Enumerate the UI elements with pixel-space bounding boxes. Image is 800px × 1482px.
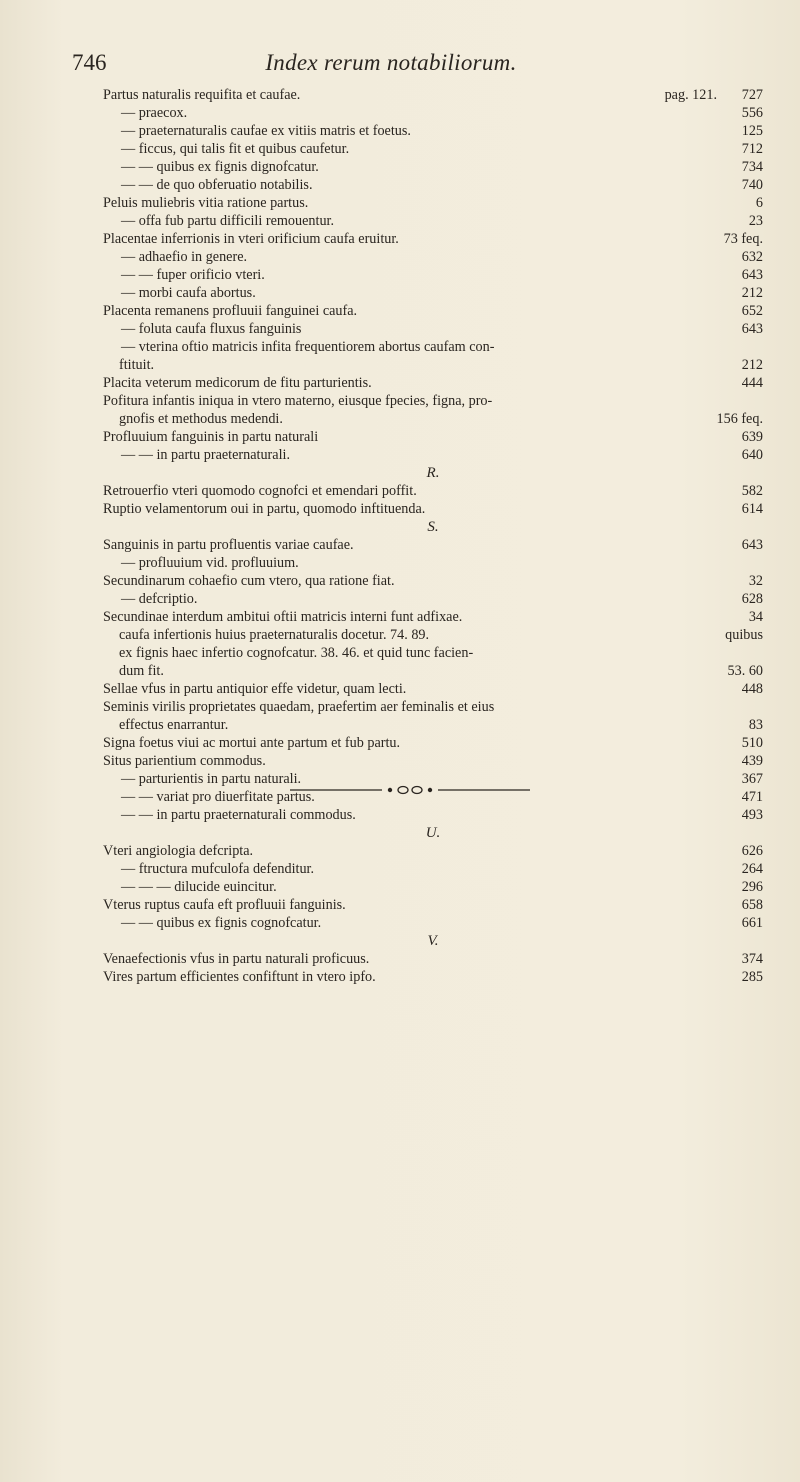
- page-number: 746: [72, 50, 107, 75]
- index-entry: [103, 122, 763, 140]
- index-entry: [103, 734, 763, 752]
- section-letter: U.: [425, 825, 441, 841]
- entry-page-ref: 34: [748, 609, 763, 625]
- entry-page-ref: 643: [741, 321, 763, 337]
- entry-text: — defcriptio.: [121, 591, 198, 607]
- index-entry: [103, 896, 763, 914]
- section-letter: V.: [427, 933, 439, 949]
- entry-page-ref: 444: [741, 375, 763, 391]
- entry-text: Partus naturalis requifita et caufae.: [103, 87, 301, 103]
- index-entry: [103, 914, 763, 932]
- entry-text: Venaefectionis vfus in partu naturali proficuus.: [103, 951, 370, 967]
- entry-text: Sanguinis in partu profluentis variae caufae.: [103, 537, 354, 553]
- entry-text: Seminis virilis proprietates quaedam, praefertim aer feminalis et eius: [103, 699, 495, 715]
- entry-page-ref: 510: [741, 735, 763, 751]
- entry-text: — vterina oftio matricis infita frequentiorem abortus caufam con-: [121, 339, 495, 355]
- index-entry: [103, 536, 763, 554]
- entry-text: Secundinarum cohaefio cum vtero, qua ratione fiat.: [103, 573, 395, 589]
- index-entry: [103, 950, 763, 968]
- entry-text: ex fignis haec infertio cognofcatur. 38. 46. et quid tunc facien-: [119, 645, 474, 661]
- entry-page-ref: 632: [741, 249, 763, 265]
- index-entry: [103, 428, 763, 446]
- index-entry: [103, 140, 763, 158]
- index-entry: [103, 590, 763, 608]
- entry-page-ref: 640: [741, 447, 763, 463]
- entry-text: — ficcus, qui talis fit et quibus caufetur.: [121, 141, 350, 157]
- entry-text: Secundinae interdum ambitui oftii matricis interni funt adfixae.: [103, 609, 463, 625]
- entry-text: Sellae vfus in partu antiquior effe videtur, quam lecti.: [103, 681, 407, 697]
- entry-page-ref: 156 feq.: [716, 411, 763, 427]
- entry-text: — — quibus ex fignis cognofcatur.: [121, 915, 322, 931]
- entry-page-ref: 628: [741, 591, 763, 607]
- index-entry: [103, 410, 763, 428]
- entry-page-ref: 556: [741, 105, 763, 121]
- entry-text: Vterus ruptus caufa eft profluuii fanguinis.: [103, 897, 346, 913]
- index-entry: [103, 374, 763, 392]
- index-entry: [103, 356, 763, 374]
- section-letter: S.: [427, 519, 439, 535]
- entry-page-ref: 296: [741, 879, 763, 895]
- entry-page-ref: 125: [741, 123, 763, 139]
- index-entry: [103, 698, 763, 716]
- index-entry: [103, 284, 763, 302]
- end-ornament: [290, 784, 530, 796]
- entry-page-ref: 448: [741, 681, 763, 697]
- entry-text: — parturientis in partu naturali.: [121, 771, 302, 787]
- index-entry: [103, 158, 763, 176]
- entry-text: Placentae inferrionis in vteri orificium caufa eruitur.: [103, 231, 399, 247]
- entry-text: — — in partu praeternaturali commodus.: [121, 807, 356, 823]
- index-entry: [103, 446, 763, 464]
- entry-text: effectus enarrantur.: [119, 717, 229, 733]
- index-entry: [103, 878, 763, 896]
- entry-page-ref: 374: [741, 951, 763, 967]
- entry-text: — praeternaturalis caufae ex vitiis matris et foetus.: [121, 123, 411, 139]
- entry-page-ref: 740: [741, 177, 763, 193]
- entry-text: Placita veterum medicorum de fitu parturientis.: [103, 375, 372, 391]
- entry-page-ref: 661: [741, 915, 763, 931]
- entry-page-ref: 643: [741, 267, 763, 283]
- entry-text: — ftructura mufculofa defenditur.: [121, 861, 315, 877]
- entry-text: — profluuium vid. profluuium.: [121, 555, 299, 571]
- index-entry: [103, 194, 763, 212]
- entry-page-ref: 658: [741, 897, 763, 913]
- entry-text: Signa foetus viui ac mortui ante partum et fub partu.: [103, 735, 401, 751]
- entry-page-ref: 643: [741, 537, 763, 553]
- entry-text: — praecox.: [121, 105, 188, 121]
- entry-text: Placenta remanens profluuii fanguinei caufa.: [103, 303, 358, 319]
- index-entry: [103, 716, 763, 734]
- entry-page-ref: 734: [741, 159, 763, 175]
- entry-text: — morbi caufa abortus.: [121, 285, 256, 301]
- entry-page-ref: 23: [748, 213, 763, 229]
- entry-page-ref: 212: [741, 357, 763, 373]
- entry-text: — foluta caufa fluxus fanguinis: [121, 321, 302, 337]
- entry-text: — offa fub partu difficili remouentur.: [121, 213, 335, 229]
- index-entry: [103, 230, 763, 248]
- entry-text: — — — dilucide euincitur.: [121, 879, 277, 895]
- index-entries: [103, 86, 763, 986]
- entry-text: caufa infertionis huius praeternaturalis docetur. 74. 89.: [119, 627, 430, 643]
- index-entry: [103, 662, 763, 680]
- index-entry: [103, 248, 763, 266]
- index-entry: [103, 572, 763, 590]
- index-entry: [103, 752, 763, 770]
- entry-text: Vteri angiologia defcripta.: [103, 843, 254, 859]
- entry-page-ref: 652: [741, 303, 763, 319]
- index-entry: [103, 302, 763, 320]
- entry-page-ref: 614: [741, 501, 763, 517]
- entry-text: Situs parientium commodus.: [103, 753, 266, 769]
- entry-text: — — variat pro diuerfitate partus.: [121, 789, 315, 805]
- entry-page-ref: 582: [741, 483, 763, 499]
- entry-text: — — quibus ex fignis dignofcatur.: [121, 159, 319, 175]
- entry-text: Profluuium fanguinis in partu naturali: [103, 429, 319, 445]
- entry-text: Ruptio velamentorum oui in partu, quomodo inftituenda.: [103, 501, 426, 517]
- entry-text: Retrouerfio vteri quomodo cognofci et emendari poffit.: [103, 483, 417, 499]
- index-entry: [103, 806, 763, 824]
- index-entry: [103, 320, 763, 338]
- entry-text: — — fuper orificio vteri.: [121, 267, 265, 283]
- entry-page-ref: 367: [741, 771, 763, 787]
- index-entry: [103, 608, 763, 626]
- entry-text: ftituit.: [119, 357, 155, 373]
- entry-page-ref: 6: [755, 195, 763, 211]
- entry-text: — — in partu praeternaturali.: [121, 447, 291, 463]
- page-header: [72, 50, 710, 86]
- index-entry: [103, 212, 763, 230]
- index-entry: [103, 500, 763, 518]
- entry-page-ref: 639: [741, 429, 763, 445]
- index-entry: [103, 104, 763, 122]
- entry-page-ref: quibus: [725, 627, 763, 643]
- entry-text: Peluis muliebris vitia ratione partus.: [103, 195, 309, 211]
- entry-text: — — de quo obferuatio notabilis.: [121, 177, 313, 193]
- entry-text: gnofis et methodus medendi.: [119, 411, 283, 427]
- index-entry: [103, 644, 763, 662]
- index-entry: [103, 554, 763, 572]
- entry-page-ref: 73 feq.: [723, 231, 763, 247]
- index-entry: [103, 392, 763, 410]
- entry-page-ref: 712: [741, 141, 763, 157]
- index-entry: [103, 86, 763, 104]
- entry-page-ref: 32: [748, 573, 763, 589]
- entry-page-ref: 285: [741, 969, 763, 985]
- pag-prefix: pag. 121.: [664, 87, 717, 103]
- entry-text: Pofitura infantis iniqua in vtero materno, eiusque fpecies, figna, pro-: [103, 393, 493, 409]
- index-entry: [103, 860, 763, 878]
- index-entry: [103, 680, 763, 698]
- index-entry: [103, 482, 763, 500]
- entry-text: Vires partum efficientes confiftunt in vtero ipfo.: [103, 969, 376, 985]
- entry-page-ref: 439: [741, 753, 763, 769]
- entry-page-ref: 53. 60: [727, 663, 763, 679]
- entry-page-ref: 471: [741, 789, 763, 805]
- index-entry: [103, 842, 763, 860]
- entry-text: dum fit.: [119, 663, 164, 679]
- section-letter: R.: [426, 465, 440, 481]
- entry-page-ref: 264: [741, 861, 763, 877]
- entry-page-ref: 626: [741, 843, 763, 859]
- running-title: Index rerum notabiliorum.: [265, 50, 517, 75]
- entry-page-ref: 83: [748, 717, 763, 733]
- index-entry: [103, 626, 763, 644]
- index-entry: [103, 176, 763, 194]
- index-entry: [103, 266, 763, 284]
- entry-page-ref: 212: [741, 285, 763, 301]
- index-entry: [103, 338, 763, 356]
- entry-text: — adhaefio in genere.: [121, 249, 248, 265]
- entry-page-ref: 727: [741, 87, 763, 103]
- entry-page-ref: 493: [741, 807, 763, 823]
- index-entry: [103, 968, 763, 986]
